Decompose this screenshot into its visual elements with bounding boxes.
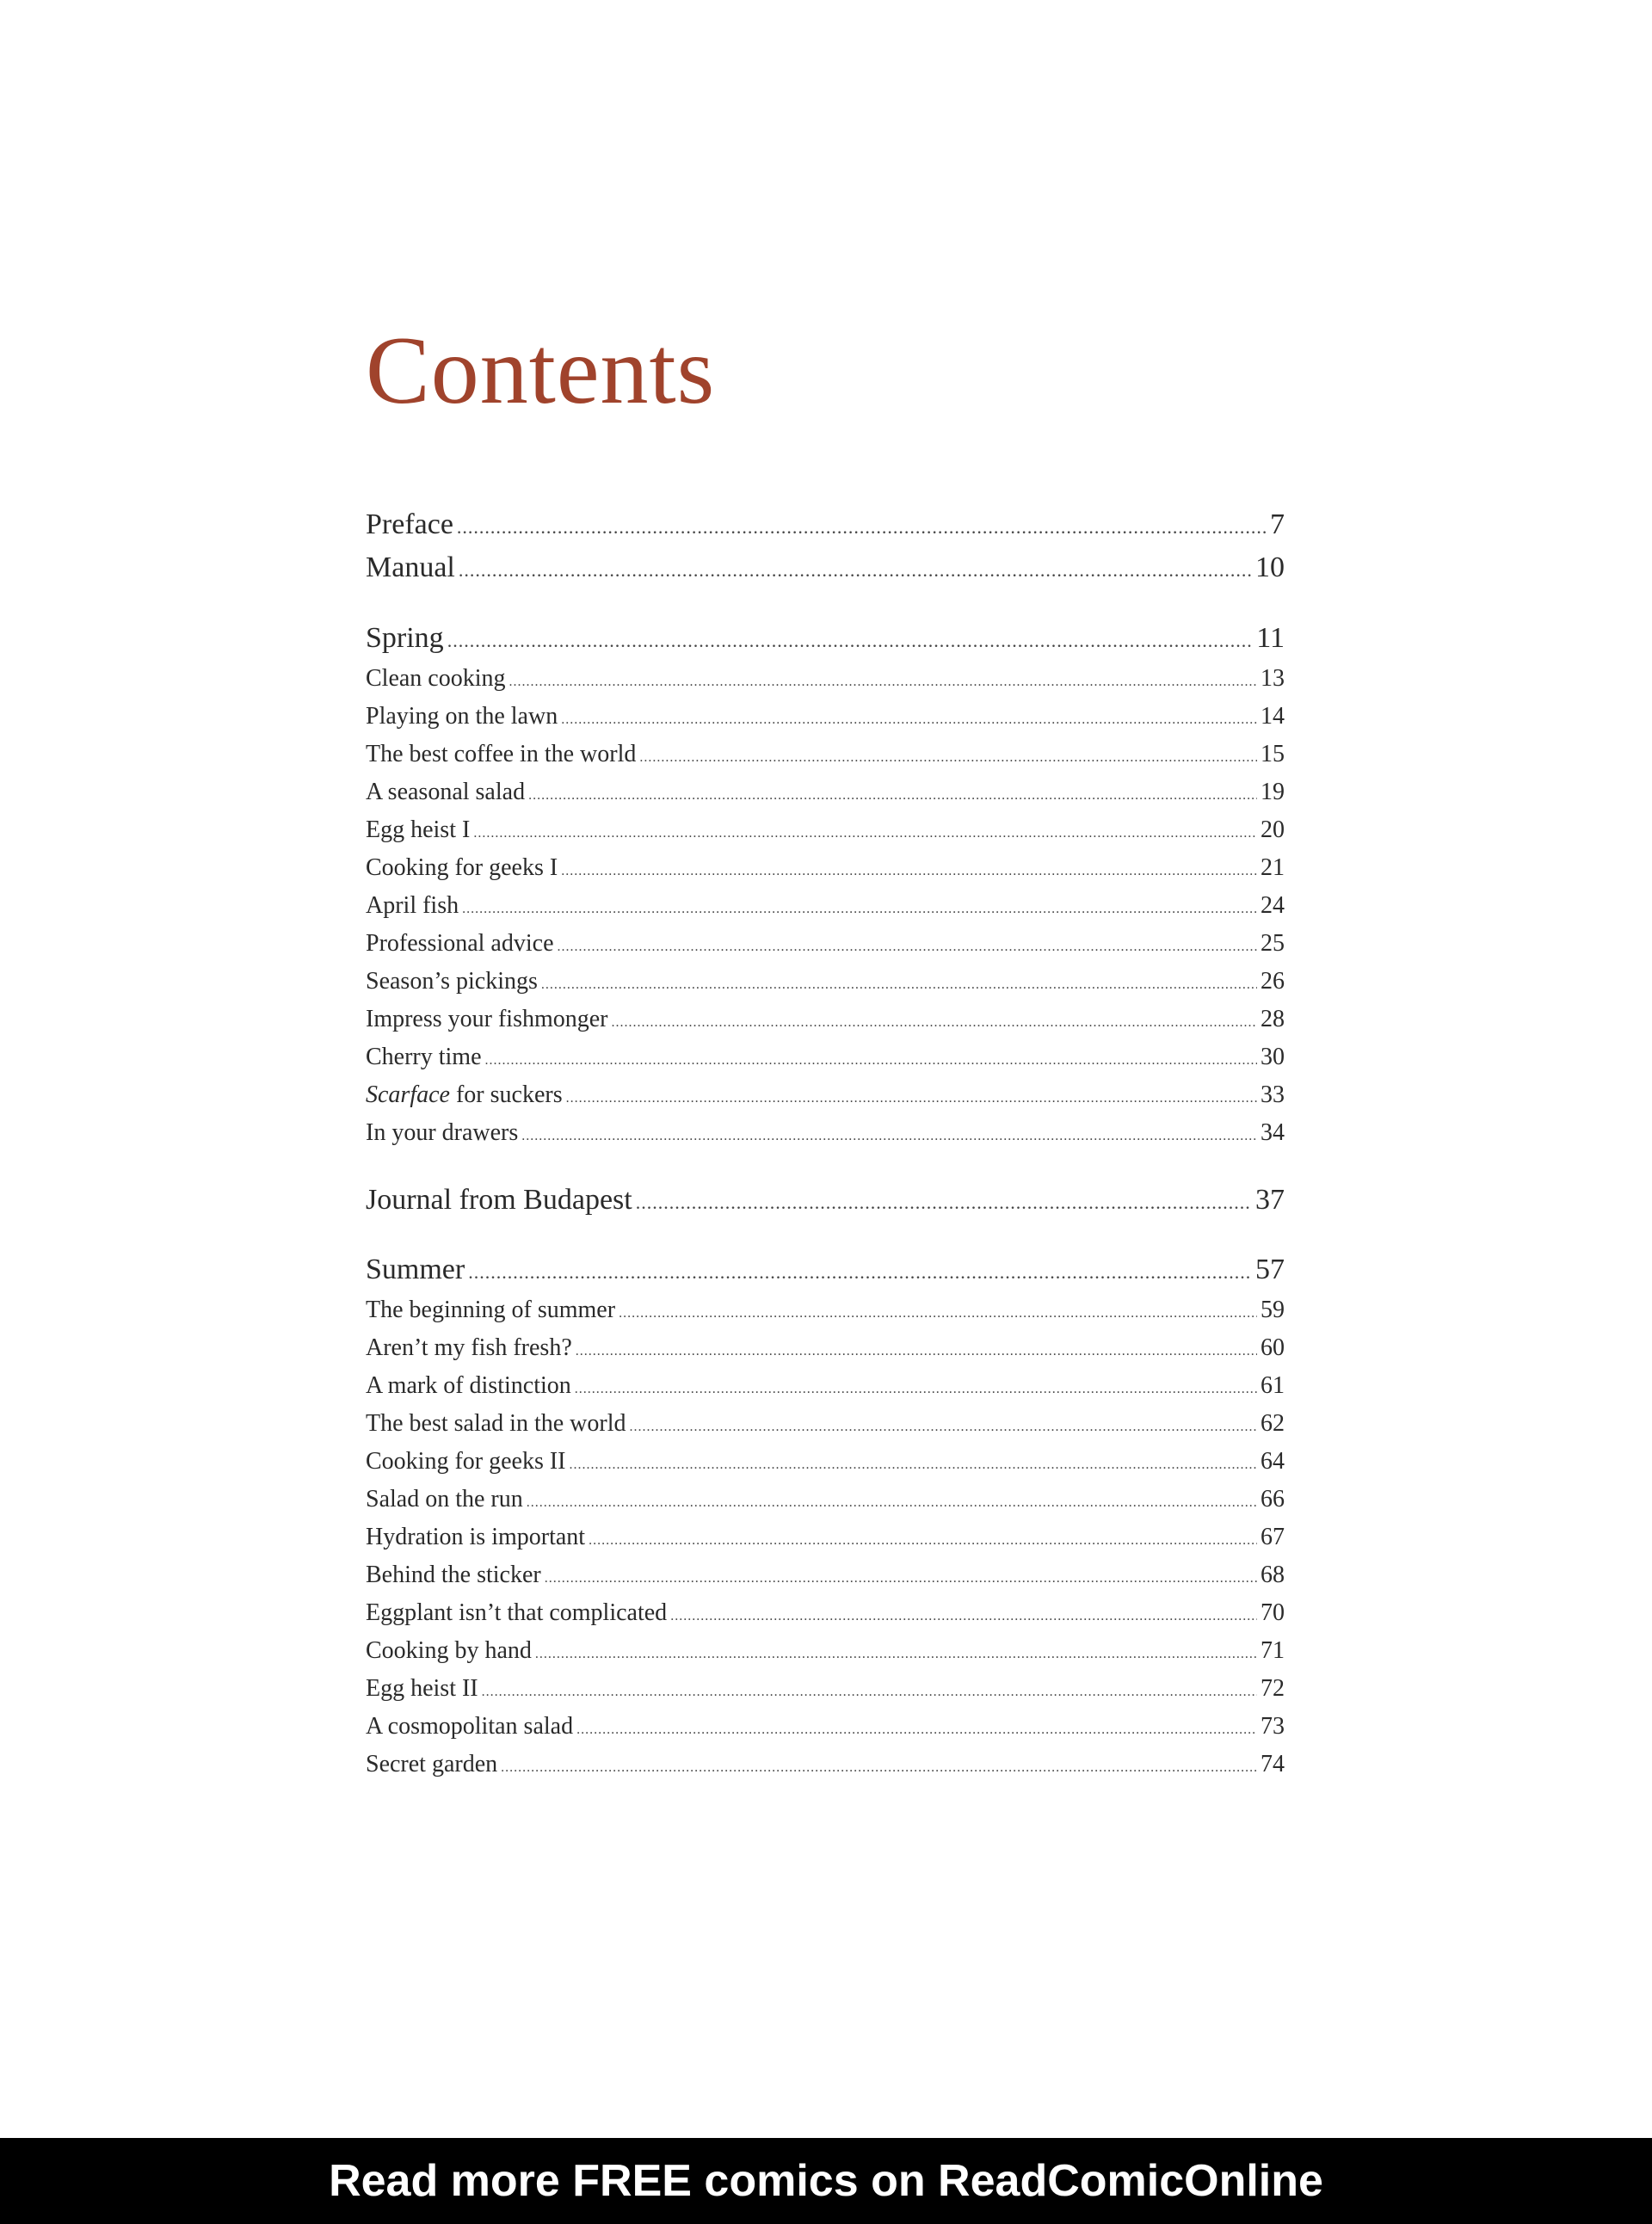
toc-entry bbox=[366, 1632, 1285, 1670]
toc-section-spring-items bbox=[366, 660, 1285, 1152]
dot-leader bbox=[561, 701, 1257, 739]
toc-entry-label: Cooking by hand bbox=[366, 1637, 532, 1664]
dot-leader bbox=[541, 966, 1257, 1004]
dot-leader bbox=[639, 739, 1257, 777]
dot-leader bbox=[528, 777, 1257, 815]
promo-banner-text[interactable]: Read more FREE comics on ReadComicOnline bbox=[329, 2156, 1323, 2206]
dot-leader bbox=[447, 619, 1254, 662]
dot-leader bbox=[636, 1181, 1252, 1224]
toc-entry-label: The beginning of summer bbox=[366, 1297, 616, 1323]
toc-entry-label: Cooking for geeks I bbox=[366, 854, 558, 881]
toc-entry-label: Eggplant isn’t that complicated bbox=[366, 1599, 668, 1626]
toc-entry bbox=[366, 1519, 1285, 1556]
toc-entry-label bbox=[366, 1076, 563, 1114]
toc-entry bbox=[366, 887, 1285, 925]
toc-entry bbox=[366, 1746, 1285, 1784]
toc-entry bbox=[366, 1001, 1285, 1038]
toc-page-number: 61 bbox=[1261, 1372, 1285, 1399]
toc-heading-spring bbox=[366, 617, 1285, 660]
toc-entry bbox=[366, 925, 1285, 963]
toc-entry-label: Secret garden bbox=[366, 1751, 498, 1777]
toc-page-number: 62 bbox=[1261, 1410, 1285, 1437]
toc-entry bbox=[366, 1556, 1285, 1594]
toc-entry-label: A mark of distinction bbox=[366, 1372, 571, 1399]
toc-heading-summer bbox=[366, 1248, 1285, 1291]
dot-leader bbox=[459, 549, 1252, 592]
dot-leader bbox=[545, 1560, 1257, 1598]
toc-page-number: 37 bbox=[1255, 1184, 1285, 1216]
toc-entry bbox=[366, 1594, 1285, 1632]
toc-entry bbox=[366, 1038, 1285, 1076]
toc-entry-label: Egg heist II bbox=[366, 1675, 478, 1702]
dot-leader bbox=[589, 1522, 1257, 1560]
toc-page-number: 26 bbox=[1261, 968, 1285, 995]
toc-page-number: 34 bbox=[1261, 1119, 1285, 1146]
toc-page-number: 28 bbox=[1261, 1006, 1285, 1032]
toc-page-number: 57 bbox=[1255, 1254, 1285, 1285]
toc-entry-label: April fish bbox=[366, 892, 459, 919]
toc-entry-label: Salad on the run bbox=[366, 1486, 523, 1512]
toc-entry-label: The best coffee in the world bbox=[366, 741, 637, 767]
toc-page-number: 24 bbox=[1261, 892, 1285, 919]
dot-leader bbox=[501, 1749, 1257, 1787]
dot-leader bbox=[576, 1711, 1257, 1749]
toc-entry bbox=[366, 698, 1285, 736]
toc-entry-label: Professional advice bbox=[366, 930, 554, 957]
dot-leader bbox=[629, 1408, 1257, 1446]
toc-heading-label: Spring bbox=[366, 622, 444, 654]
toc-page-number: 14 bbox=[1261, 703, 1285, 730]
toc-entry-label: A cosmopolitan salad bbox=[366, 1713, 574, 1740]
toc-entry-label: A seasonal salad bbox=[366, 779, 526, 805]
toc-entry bbox=[366, 1291, 1285, 1329]
toc-page-number: 64 bbox=[1261, 1448, 1285, 1475]
toc-page-number: 13 bbox=[1261, 665, 1285, 692]
toc-page-number: 71 bbox=[1261, 1637, 1285, 1664]
dot-leader bbox=[462, 890, 1257, 928]
dot-leader bbox=[575, 1371, 1257, 1408]
toc-page-number: 30 bbox=[1261, 1044, 1285, 1070]
toc-heading-label: Journal from Budapest bbox=[366, 1184, 632, 1216]
toc-entry-label: Clean cooking bbox=[366, 665, 506, 692]
toc-entry-label: Behind the sticker bbox=[366, 1562, 541, 1588]
toc-heading-label: Preface bbox=[366, 508, 453, 540]
dot-leader bbox=[670, 1598, 1257, 1636]
dot-leader bbox=[468, 1251, 1252, 1294]
page-title: Contents bbox=[366, 317, 716, 424]
dot-leader bbox=[619, 1295, 1257, 1333]
toc-page-number: 7 bbox=[1270, 508, 1285, 540]
toc-page-number: 11 bbox=[1256, 622, 1285, 654]
toc-heading-journal bbox=[366, 1179, 1285, 1222]
dot-leader bbox=[482, 1673, 1257, 1711]
toc-heading-manual bbox=[366, 546, 1285, 589]
toc-entry-label: The best salad in the world bbox=[366, 1410, 626, 1437]
toc-entry-label: Aren’t my fish fresh? bbox=[366, 1334, 572, 1361]
dot-leader bbox=[521, 1118, 1257, 1155]
dot-leader bbox=[527, 1484, 1257, 1522]
toc-heading-preface bbox=[366, 503, 1285, 546]
toc-entry bbox=[366, 1708, 1285, 1746]
toc-page-number: 66 bbox=[1261, 1486, 1285, 1512]
toc-entry-label: Cherry time bbox=[366, 1044, 482, 1070]
toc-page-number: 67 bbox=[1261, 1524, 1285, 1550]
dot-leader bbox=[457, 506, 1267, 549]
toc-page-number: 59 bbox=[1261, 1297, 1285, 1323]
toc-entry bbox=[366, 1367, 1285, 1405]
toc-page-number: 33 bbox=[1261, 1081, 1285, 1108]
dot-leader bbox=[535, 1636, 1257, 1673]
toc-page-number: 60 bbox=[1261, 1334, 1285, 1361]
table-of-contents bbox=[366, 503, 1285, 1784]
toc-page-number: 72 bbox=[1261, 1675, 1285, 1702]
toc-entry-label: In your drawers bbox=[366, 1119, 519, 1146]
toc-entry bbox=[366, 736, 1285, 773]
toc-page-number: 21 bbox=[1261, 854, 1285, 881]
dot-leader bbox=[509, 663, 1257, 701]
toc-page-number: 73 bbox=[1261, 1713, 1285, 1740]
toc-entry-label: Hydration is important bbox=[366, 1524, 586, 1550]
toc-entry bbox=[366, 1405, 1285, 1443]
dot-leader bbox=[561, 853, 1257, 890]
toc-entry-label: Season’s pickings bbox=[366, 968, 538, 995]
toc-entry-label: Cooking for geeks II bbox=[366, 1448, 566, 1475]
toc-entry bbox=[366, 773, 1285, 811]
toc-page-number: 19 bbox=[1261, 779, 1285, 805]
dot-leader bbox=[570, 1446, 1257, 1484]
toc-page-number: 20 bbox=[1261, 816, 1285, 843]
toc-page-number: 68 bbox=[1261, 1562, 1285, 1588]
toc-entry bbox=[366, 811, 1285, 849]
dot-leader bbox=[558, 928, 1258, 966]
dot-leader bbox=[485, 1042, 1257, 1080]
dot-leader bbox=[576, 1333, 1257, 1371]
toc-entry bbox=[366, 660, 1285, 698]
toc-entry bbox=[366, 1443, 1285, 1481]
toc-heading-label: Manual bbox=[366, 551, 455, 583]
toc-entry bbox=[366, 1670, 1285, 1708]
toc-page-number: 74 bbox=[1261, 1751, 1285, 1777]
toc-entry-label-rest: for suckers bbox=[449, 1081, 563, 1108]
dot-leader bbox=[473, 815, 1257, 853]
toc-page-number: 70 bbox=[1261, 1599, 1285, 1626]
toc-entry-label-italic: Scarface bbox=[366, 1081, 450, 1108]
dot-leader bbox=[612, 1004, 1257, 1042]
toc-entry bbox=[366, 1076, 1285, 1114]
toc-entry-label: Playing on the lawn bbox=[366, 703, 558, 730]
toc-section-summer-items bbox=[366, 1291, 1285, 1784]
toc-entry bbox=[366, 849, 1285, 887]
toc-entry bbox=[366, 1481, 1285, 1519]
toc-entry-label: Egg heist I bbox=[366, 816, 471, 843]
toc-entry bbox=[366, 963, 1285, 1001]
toc-page-number: 25 bbox=[1261, 930, 1285, 957]
toc-entry bbox=[366, 1329, 1285, 1367]
promo-banner[interactable] bbox=[0, 2138, 1652, 2224]
toc-page-number: 10 bbox=[1255, 551, 1285, 583]
dot-leader bbox=[566, 1080, 1257, 1118]
toc-heading-label: Summer bbox=[366, 1254, 465, 1285]
toc-entry bbox=[366, 1114, 1285, 1152]
toc-page-number: 15 bbox=[1261, 741, 1285, 767]
toc-entry-label: Impress your fishmonger bbox=[366, 1006, 608, 1032]
